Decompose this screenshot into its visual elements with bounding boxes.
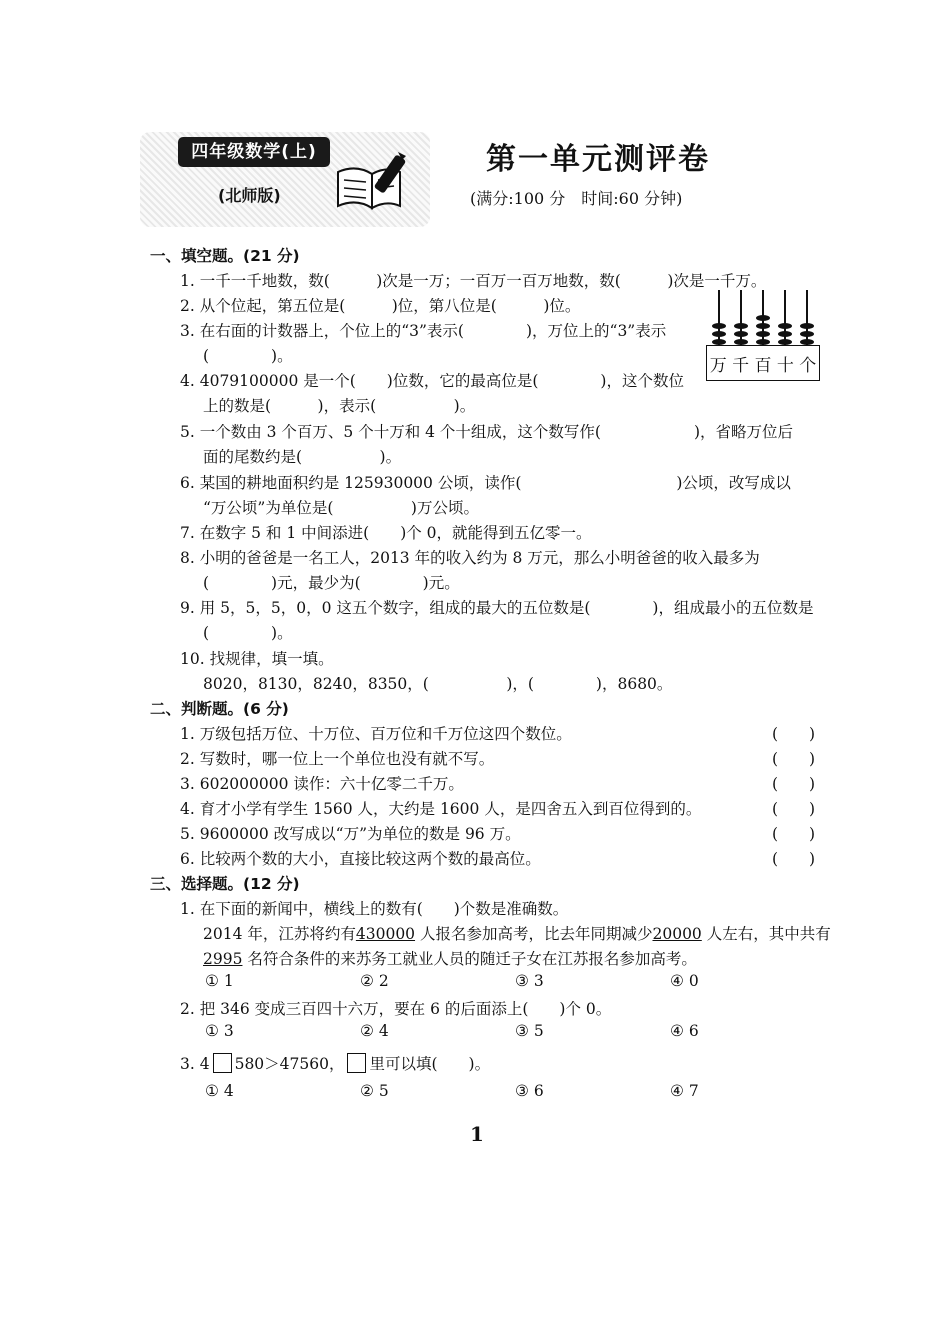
answer-bracket: ( ) xyxy=(772,850,816,868)
question-line: 8. 小明的爸爸是一名工人，2013 年的收入约为 8 万元，那么小明爸爸的收入最多为 xyxy=(180,549,760,567)
news-text-line xyxy=(203,922,831,944)
place-label: 万 xyxy=(709,355,727,376)
answer-bracket: ( ) xyxy=(772,825,816,843)
place-label: 百 xyxy=(754,355,772,376)
question-line: ( )元，最少为( )元。 xyxy=(203,574,460,592)
judge-statement: 3. 602000000 读作：六十亿零二千万。 xyxy=(180,775,464,793)
section-title-true-false: 二、判断题。(6 分) xyxy=(150,700,289,718)
stem-text: 580＞47560， xyxy=(234,1055,345,1073)
abacus-bead xyxy=(756,315,770,321)
abacus-bead xyxy=(800,323,814,329)
question-line: 面的尾数约是( )。 xyxy=(203,448,402,466)
question-line: ( )。 xyxy=(203,347,293,365)
choice-option: ④ 0 xyxy=(670,972,699,990)
abacus-bead xyxy=(712,323,726,329)
abacus-place-labels xyxy=(706,345,820,381)
question-stem xyxy=(180,1052,490,1074)
choice-option: ③ 3 xyxy=(515,972,544,990)
grade-tag: 四年级数学(上) xyxy=(178,137,330,167)
abacus-rod xyxy=(740,290,742,346)
judge-statement: 1. 万级包括万位、十万位、百万位和千万位这四个数位。 xyxy=(180,725,572,743)
choice-option: ① 3 xyxy=(205,1022,234,1040)
place-label: 个 xyxy=(799,355,817,376)
abacus-bead xyxy=(778,331,792,337)
news-text-line xyxy=(203,947,697,969)
section-title-fill-blank: 一、填空题。(21 分) xyxy=(150,247,300,265)
edition-label: (北师版) xyxy=(218,186,281,205)
question-line: 7. 在数字 5 和 1 中间添进( )个 0，就能得到五亿零一。 xyxy=(180,524,592,542)
question-line: 10. 找规律，填一填。 xyxy=(180,650,334,668)
underlined-number: 20000 xyxy=(652,925,702,943)
underlined-number: 2995 xyxy=(203,950,243,968)
underlined-number: 430000 xyxy=(355,925,416,943)
section-title-multiple-choice: 三、选择题。(12 分) xyxy=(150,875,300,893)
question-line: 上的数是( )，表示( )。 xyxy=(203,397,476,415)
abacus-counter xyxy=(706,290,820,382)
question-line: 2. 从个位起，第五位是( )位，第八位是( )位。 xyxy=(180,297,581,315)
abacus-bead xyxy=(734,331,748,337)
abacus-rod xyxy=(718,290,720,346)
question-line: 1. 一千一千地数，数( )次是一万；一百万一百万地数，数( )次是一千万。 xyxy=(180,272,767,290)
choice-option: ③ 6 xyxy=(515,1082,544,1100)
news-text: 名符合条件的来苏务工就业人员的随迁子女在江苏报名参加高考。 xyxy=(242,950,697,968)
abacus-bead xyxy=(778,323,792,329)
question-line: 9. 用 5，5，5，0，0 这五个数字，组成的最大的五位数是( )，组成最小的五位数是 xyxy=(180,599,814,617)
blank-box xyxy=(347,1053,366,1073)
choice-option: ② 5 xyxy=(360,1082,389,1100)
question-line: 3. 在右面的计数器上，个位上的“3”表示( )，万位上的“3”表示 xyxy=(180,322,667,340)
answer-bracket: ( ) xyxy=(772,800,816,818)
stem-text: 里可以填( )。 xyxy=(369,1055,491,1073)
place-label: 十 xyxy=(776,355,794,376)
answer-bracket: ( ) xyxy=(772,750,816,768)
news-text: 人左右，其中共有 xyxy=(701,925,831,943)
choice-option: ④ 7 xyxy=(670,1082,699,1100)
judge-statement: 5. 9600000 改写成以“万”为单位的数是 96 万。 xyxy=(180,825,521,843)
news-text: 2014 年，江苏将约有 xyxy=(203,925,356,943)
question-line: 6. 某国的耕地面积约是 125930000 公顷，读作( )公顷，改写成以 xyxy=(180,474,791,492)
page-title: 第一单元测评卷 xyxy=(486,142,710,177)
page-number: 1 xyxy=(470,1122,484,1146)
abacus-bead xyxy=(756,323,770,329)
question-stem: 1. 在下面的新闻中，横线上的数有( )个数是准确数。 xyxy=(180,900,569,918)
judge-statement: 6. 比较两个数的大小，直接比较这两个数的最高位。 xyxy=(180,850,541,868)
choice-option: ② 4 xyxy=(360,1022,389,1040)
abacus-bead xyxy=(734,323,748,329)
choice-option: ③ 5 xyxy=(515,1022,544,1040)
question-line: “万公顷”为单位是( )万公顷。 xyxy=(203,499,479,517)
answer-bracket: ( ) xyxy=(772,775,816,793)
blank-box xyxy=(213,1053,232,1073)
answer-bracket: ( ) xyxy=(772,725,816,743)
abacus-bead xyxy=(756,331,770,337)
score-time-info: (满分:100 分 时间:60 分钟) xyxy=(470,189,683,208)
choice-option: ① 1 xyxy=(205,972,234,990)
abacus-rod xyxy=(806,290,808,346)
stem-text: 3. 4 xyxy=(180,1055,210,1073)
choice-option: ② 2 xyxy=(360,972,389,990)
choice-option: ④ 6 xyxy=(670,1022,699,1040)
book-pencil-icon xyxy=(334,150,414,212)
abacus-rod xyxy=(784,290,786,346)
judge-statement: 2. 写数时，哪一位上一个单位也没有就不写。 xyxy=(180,750,495,768)
news-text: 人报名参加高考，比去年同期减少 xyxy=(415,925,653,943)
choice-option: ① 4 xyxy=(205,1082,234,1100)
question-line: 8020，8130，8240，8350，( )，( )，8680。 xyxy=(203,675,673,693)
question-line: ( )。 xyxy=(203,624,293,642)
question-line: 5. 一个数由 3 个百万、5 个十万和 4 个十组成，这个数写作( )，省略万位后 xyxy=(180,423,794,441)
judge-statement: 4. 育才小学有学生 1560 人，大约是 1600 人，是四舍五入到百位得到的。 xyxy=(180,800,702,818)
place-label: 千 xyxy=(732,355,750,376)
abacus-bead xyxy=(712,331,726,337)
question-stem: 2. 把 346 变成三百四十六万，要在 6 的后面添上( )个 0。 xyxy=(180,1000,612,1018)
question-line: 4. 4079100000 是一个( )位数，它的最高位是( )，这个数位 xyxy=(180,372,684,390)
abacus-bead xyxy=(800,331,814,337)
